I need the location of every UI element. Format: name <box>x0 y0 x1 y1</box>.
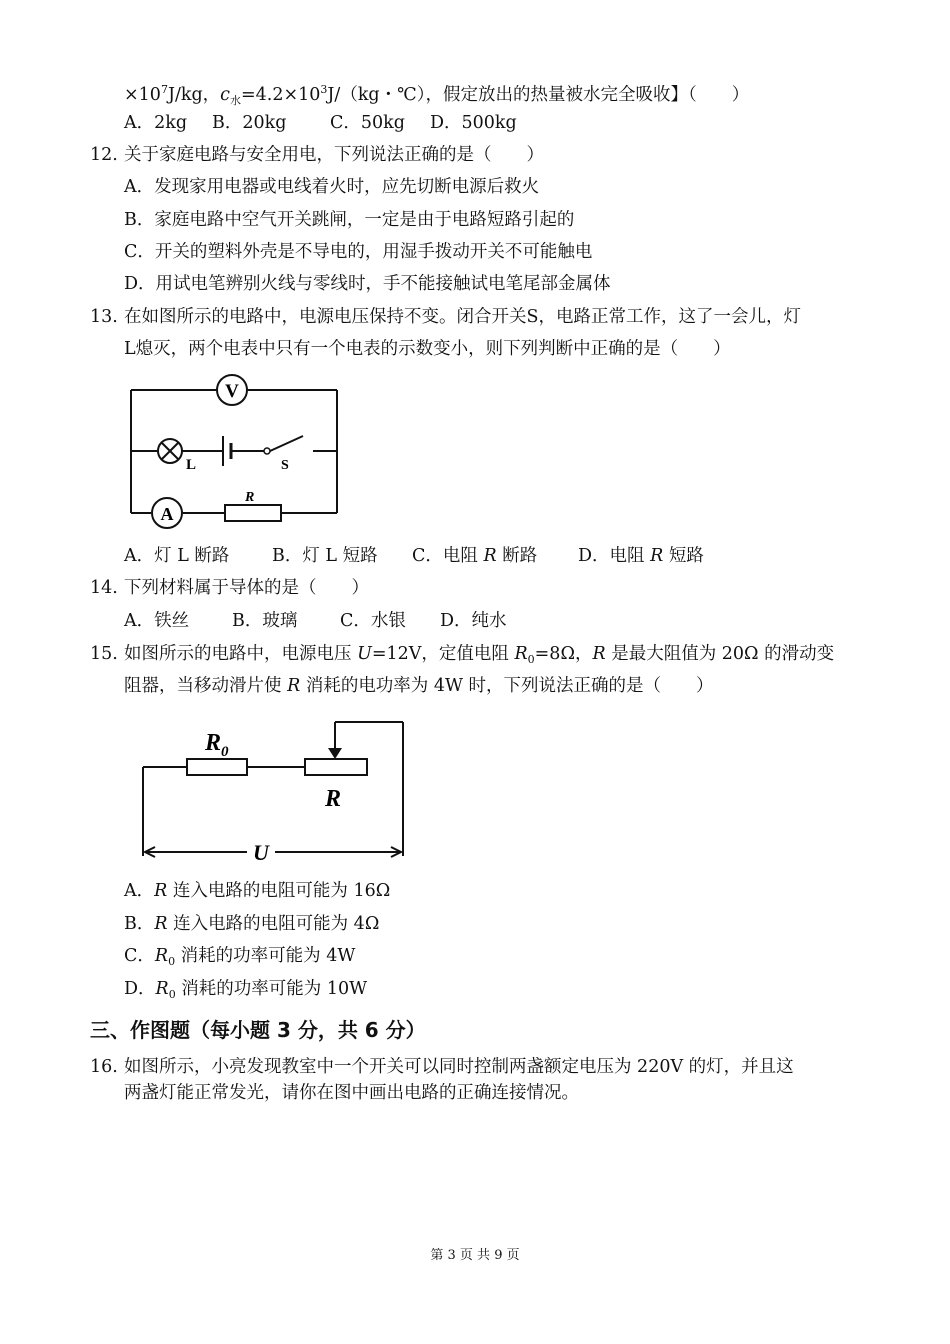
resistor-label: R <box>245 490 255 505</box>
lamp-symbol <box>158 439 182 463</box>
q16-stem-2: 两盏灯能正常发光，请你在图中画出电路的正确连接情况。 <box>124 1083 579 1103</box>
q13-option-b: B．灯 L 短路 <box>272 546 378 566</box>
lamp-label: L <box>186 457 197 473</box>
q13-number: 13. <box>90 307 118 327</box>
ammeter-label: A <box>160 504 174 524</box>
q16-stem: 16. 如图所示，小亮发现教室中一个开关可以同时控制两盏额定电压为 220V 的灯，并且这 <box>90 1057 794 1077</box>
switch-symbol <box>264 448 270 454</box>
q12-stem: 12. 关于家庭电路与安全用电，下列说法正确的是（ ） <box>90 145 544 165</box>
slider-arrow-icon <box>328 748 342 759</box>
rheostat-label: R <box>325 786 342 812</box>
q12-option-d: D．用试电笔辨别火线与零线时，手不能接触试电笔尾部金属体 <box>124 274 611 294</box>
voltmeter-symbol <box>217 375 247 405</box>
r0-label: $R_0$ <box>205 730 229 760</box>
q15-option-d: D．$R_0$ 消耗的功率可能为 10W <box>124 979 368 1001</box>
q14-options <box>124 609 507 633</box>
q15-option-a: A．R 连入电路的电阻可能为 16Ω <box>124 881 391 901</box>
rheostat-symbol <box>305 759 367 775</box>
q14-option-c: C．水银 <box>340 611 406 631</box>
q11-option-d: D．500kg <box>430 113 517 133</box>
q14-stem: 14. 下列材料属于导体的是（ ） <box>90 578 369 598</box>
q16-number: 16. <box>90 1057 118 1077</box>
r0-resistor-symbol <box>187 759 247 775</box>
q11-stem-line: $\times 10^7J/kg$，$c_水=4.2\times 10^3J/(kg$・℃），假定放出的热量被水完全吸收】（ ） <box>124 83 750 107</box>
page-footer: 第 3 页 共 9 页 <box>430 1248 520 1263</box>
section-three-heading: 三、作图题（每小题 3 分，共 6 分） <box>90 1018 426 1042</box>
q14-option-a: A．铁丝 <box>124 611 190 631</box>
q12-option-a: A．发现家用电器或电线着火时，应先切断电源后救火 <box>124 177 540 197</box>
q13-options <box>124 544 704 568</box>
q12-number: 12. <box>90 145 118 165</box>
q13-option-c: C．电阻 R 断路 <box>412 546 538 566</box>
battery-symbol <box>223 436 231 466</box>
switch-label: S <box>281 458 289 473</box>
q15-stem: 15. 如图所示的电路中，电源电压 U=12V，定值电阻 $R_0=8\Omega$，R 是最大阻值为 20Ω 的滑动变 <box>90 644 835 666</box>
q13-option-a: A．灯 L 断路 <box>124 546 230 566</box>
resistor-symbol <box>225 505 281 521</box>
q11-option-c: C．50kg <box>330 113 405 133</box>
q15-stem-2: 阻器，当移动滑片使 R 消耗的电功率为 4W 时，下列说法正确的是（ ） <box>124 676 714 696</box>
q11-option-b: B．20kg <box>212 113 287 133</box>
q15-option-c: C．$R_0$ 消耗的功率可能为 4W <box>124 946 356 968</box>
q13-stem-2: L熄灭，两个电表中只有一个电表的示数变小，则下列判断中正确的是（ ） <box>124 339 731 359</box>
q14-option-d: D．纯水 <box>440 611 507 631</box>
q12-option-b: B．家庭电路中空气开关跳闸，一定是由于电路短路引起的 <box>124 210 575 230</box>
q14-option-b: B．玻璃 <box>232 611 298 631</box>
q15-circuit-diagram <box>135 716 415 866</box>
q12-option-c: C．开关的塑料外壳是不导电的，用湿手拨动开关不可能触电 <box>124 242 593 262</box>
q13-circuit-diagram <box>125 372 345 532</box>
voltage-label: U <box>253 840 269 865</box>
ammeter-symbol <box>152 498 182 528</box>
q13-stem: 13. 在如图所示的电路中，电源电压保持不变。闭合开关S，电路正常工作，这了一会儿，灯 <box>90 307 801 327</box>
q11-options <box>124 111 517 135</box>
q13-option-d: D．电阻 R 短路 <box>578 546 704 566</box>
voltage-dimension-arrow <box>145 847 401 857</box>
q15-option-b: B．R 连入电路的电阻可能为 4Ω <box>124 914 380 934</box>
voltmeter-label: V <box>225 381 239 402</box>
q14-number: 14. <box>90 578 118 598</box>
q15-number: 15. <box>90 644 118 664</box>
q11-option-a: A．2kg <box>124 113 188 133</box>
